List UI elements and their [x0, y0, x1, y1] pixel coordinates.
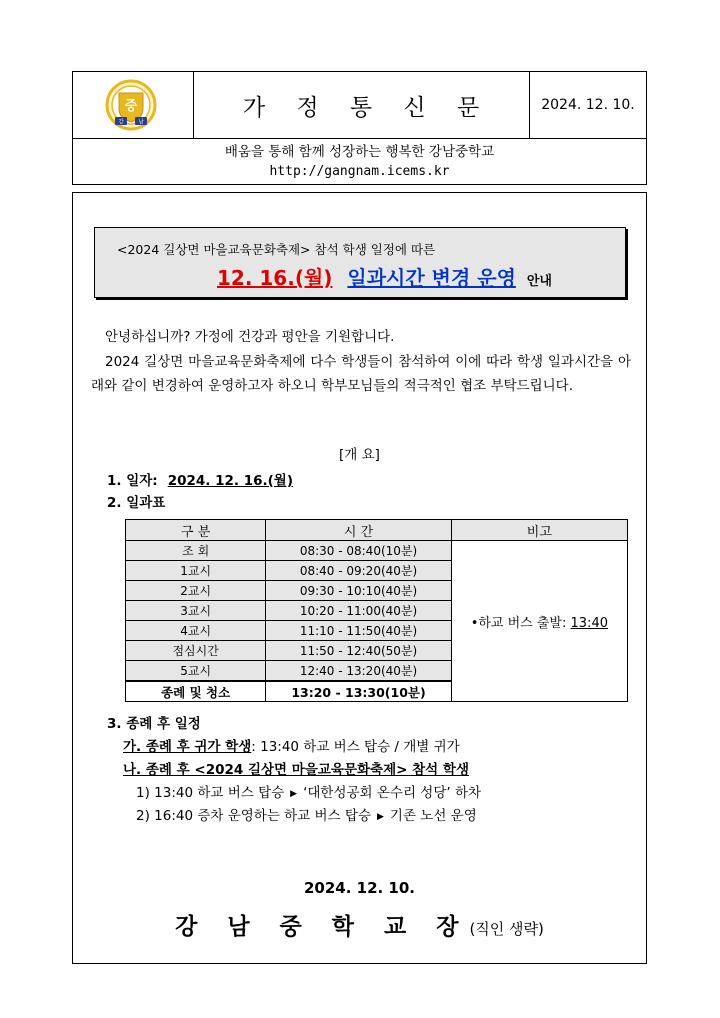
row-name: 조 회 — [126, 541, 266, 561]
school-logo-icon — [105, 79, 157, 131]
after-festival-heading — [123, 758, 469, 778]
row-name: 1교시 — [126, 561, 266, 581]
bus-note — [451, 541, 627, 702]
bus-note-time: 13:40 — [570, 615, 608, 631]
header-bottom-row — [73, 139, 646, 185]
newsletter-title: 가 정 통 신 문 — [242, 94, 492, 121]
after-festival-step-1 — [136, 781, 481, 801]
footer-signature — [73, 908, 646, 941]
item-date-label: 1. 일자: — [107, 473, 158, 489]
row-name: 2교시 — [126, 581, 266, 601]
body-paragraph: 2024 길상면 마을교육문화축제에 다수 학생들이 참석하여 이에 따라 학생 일과시간을 아래와 같이 변경하여 운영하고자 하오니 학부모님들의 적극적인 협조 부탁드립니다. — [91, 353, 631, 394]
after-go-home-text: : 13:40 하교 버스 탑승 / 개별 귀가 — [251, 739, 460, 755]
after-schedule-heading: 3. 종례 후 일정 — [107, 716, 201, 732]
bus-note-label: •하교 버스 출발: — [470, 615, 567, 631]
row-name: 3교시 — [126, 601, 266, 621]
item-schedule-label: 2. 일과표 — [107, 495, 166, 511]
notice-subtitle: <2024 길상면 마을교육문화축제> 참석 학생 일정에 따른 — [117, 242, 436, 257]
row-name: 4교시 — [126, 621, 266, 641]
table-row — [126, 541, 628, 561]
school-url[interactable]: http://gangnam.icems.kr — [269, 164, 450, 179]
body-text — [91, 325, 631, 399]
signer-note: (직인 생략) — [469, 920, 544, 938]
triangle-arrow-icon: ▶ — [290, 789, 298, 799]
signer-name: 강 남 중 학 교 장 — [175, 914, 470, 940]
newsletter-header — [72, 71, 647, 185]
after-go-home — [123, 735, 460, 755]
date-cell — [529, 72, 647, 138]
row-time: 13:20 - 13:30(10분) — [266, 681, 451, 702]
logo-ribbon-left: 강 — [118, 119, 124, 126]
item-date — [107, 469, 293, 489]
header-top-row — [73, 72, 646, 139]
after-festival-label: 나. 종례 후 <2024 길상면 마을교육문화축제> 참석 학생 — [123, 762, 470, 778]
logo-text: 중 — [124, 99, 138, 114]
notice-title — [217, 262, 552, 291]
col-header-category: 구 분 — [126, 520, 266, 541]
row-time: 08:30 - 08:40(10분) — [266, 541, 451, 561]
row-name: 점심시간 — [126, 641, 266, 661]
step1-text-a: 1) 13:40 하교 버스 탑승 — [136, 785, 285, 801]
step1-text-b: ‘대한성공회 온수리 성당’ 하차 — [303, 785, 482, 801]
triangle-arrow-icon: ▶ — [377, 812, 384, 822]
school-slogan: 배움을 통해 함께 성장하는 행복한 강남중학교 — [224, 144, 495, 160]
row-time: 08:40 - 09:20(40분) — [266, 561, 451, 581]
greeting-text: 안녕하십니까? 가정에 건강과 평안을 기원합니다. — [105, 329, 395, 345]
row-time: 10:20 - 11:00(40분) — [266, 601, 451, 621]
step2-text-a: 2) 16:40 증차 운영하는 하교 버스 탑승 — [136, 808, 371, 824]
col-header-time: 시 간 — [266, 520, 451, 541]
schedule-header-row — [126, 520, 628, 541]
newsletter-date: 2024. 12. 10. — [541, 97, 635, 113]
title-cell — [193, 72, 530, 138]
row-name: 5교시 — [126, 661, 266, 682]
notice-box — [94, 227, 626, 298]
after-festival-step-2 — [136, 804, 477, 824]
overview-heading: [개 요] — [339, 447, 380, 463]
after-go-home-label: 가. 종례 후 귀가 학생 — [123, 739, 252, 755]
row-time: 12:40 - 13:20(40분) — [266, 661, 451, 682]
notice-date: 12. 16.(월) — [217, 266, 333, 290]
col-header-note: 비고 — [451, 520, 627, 541]
item-date-value: 2024. 12. 16.(월) — [167, 473, 294, 489]
step2-text-b: 기존 노선 운영 — [389, 808, 477, 824]
main-content — [72, 192, 647, 964]
footer-date: 2024. 12. 10. — [303, 879, 416, 897]
row-time: 11:10 - 11:50(40분) — [266, 621, 451, 641]
row-time: 09:30 - 10:10(40분) — [266, 581, 451, 601]
notice-change-title: 일과시간 변경 운영 — [347, 266, 516, 290]
schedule-table — [125, 519, 628, 702]
logo-ribbon-right: 남 — [138, 119, 144, 126]
row-name: 종례 및 청소 — [126, 681, 266, 702]
logo-cell — [73, 72, 194, 138]
row-time: 11:50 - 12:40(50분) — [266, 641, 451, 661]
notice-suffix: 안내 — [526, 274, 552, 289]
